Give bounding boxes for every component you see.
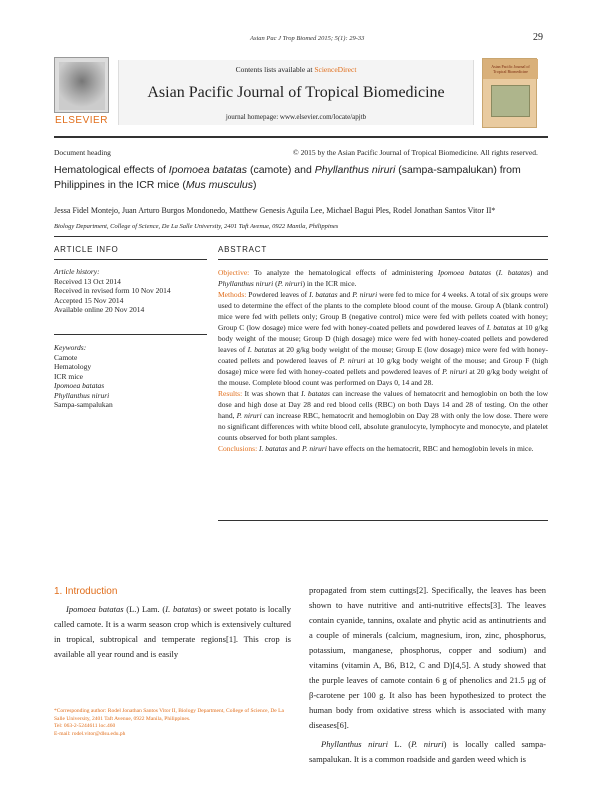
history-item: Received 13 Oct 2014: [54, 276, 121, 286]
affil-rule: [54, 236, 548, 237]
history-item: Available online 20 Nov 2014: [54, 305, 145, 314]
keyword: Ipomoea batatas: [54, 381, 105, 390]
intro-paragraph: propagated from stem cuttings[2]. Specifically, the leaves has been shown to have nutritive and anti-nutritive effects[3]. The leaves contain cyanide, tannins, oxalate and phytic acid as antinutrients and a couple of minerals (calcium, magnesium, iron, zinc, phosphorus, potassium, manganese, phosphorus, copper and sodium) and vitamins (vitamin A, B6, B12, C and D)[4,5]. A study showed that the purple leaves of camote contain 6 g of phenolics and 21.5 μg of β-carotene per 100 g. It also has been hypothesized to protect the human body from oxidative stress which is associated with many diseases[6].: [309, 585, 546, 730]
intro-column-right: [309, 583, 546, 767]
page-number: 29: [533, 32, 543, 43]
abstract-rule: [218, 259, 548, 260]
introduction-heading: 1. Introduction: [54, 586, 118, 597]
top-rule: [54, 136, 548, 138]
elsevier-logo: [54, 57, 109, 129]
abstract-body: [218, 267, 548, 454]
intro-paragraph: Ipomoea batatas (L.) Lam. (I. batatas) or sweet potato is locally called camote. It is a warm season crop which is extensively cultured in tropical, subtropical and temperate regions[1]. This crop is available all year round and is easily: [54, 604, 291, 659]
keyword: Phyllanthus niruri: [54, 390, 110, 400]
abstract-heading: ABSTRACT: [218, 245, 268, 254]
journal-title: Asian Pacific Journal of Tropical Biomedicine: [147, 84, 445, 101]
keyword: Camote: [54, 352, 78, 362]
copyright: © 2015 by the Asian Pacific Journal of Tropical Biomedicine. All rights reserved.: [293, 148, 538, 157]
article-title: Hematological effects of Ipomoea batatas (camote) and Phyllanthus niruri (sampa-sampalukan) from Philippines in the ICR mice (Mus musculus): [54, 164, 521, 191]
abstract-methods: Methods: Powdered leaves of I. batatas and P. niruri were fed to mice for 4 weeks. A total of six groups were used to determine the effect of the plants to the complete blood count of the mouse. Group A (blank control) mice were fed with pellets only; Group B (negative control) mice were fed with pellets coated with honey; Group C (low dosage) mice were fed with honey-coated pellets and powdered leaves of I. batatas at 10 g/kg body weight of the mouse; Group D (high dosage) mice were fed with honey-coated pellets and powdered leaves of I. batatas at 20 g/kg body weight of the mouse; Group E (low dosage) mice were fed with honey-coated pellets and powdered leaves of P. niruri at 10 g/kg body weight of the mouse; and Group F (high dosage) mice were fed with honey-coated pellets and powdered leaves of P. niruri at 20 g/kg body weight of the mouse. Complete blood count was performed on Days 0, 14 and 28.: [218, 290, 548, 387]
abstract-results: Results: It was shown that I. batatas can increase the values of hematocrit and hemoglobin on both the low dose and high dose at Day 28 and red blood cells (RBC) on both Days 14 and 28 of testing. On the other hand, P. niruri can increase RBC, hematocrit and hemoglobin on Day 28 with only the low dose. There were no significant differences with white blood cell, absolute granulocyte, lymphocyte and monocyte, and platelet counts observed for both plant samples.: [218, 389, 548, 442]
history-item: Accepted 15 Nov 2014: [54, 295, 124, 305]
cover-title: Asian Pacific Journal of Tropical Biomedicine: [491, 64, 530, 74]
keywords: Keywords: Camote Hematology ICR mice Ipomoea batatas Phyllanthus niruri Sampa-sampalukan: [54, 343, 207, 410]
article-history: Article history: Received 13 Oct 2014 Received in revised form 10 Nov 2014 Accepted 15 Nov 2014 Available online 20 Nov 2014: [54, 267, 207, 315]
keyword: Hematology: [54, 362, 92, 371]
authors: Jessa Fidel Montejo, Juan Arturo Burgos Mondonedo, Matthew Genesis Aguila Lee, Michael Bagui Ples, Rodel Jonathan Santos Vitor II*: [54, 206, 496, 215]
contents-line: Contents lists available at ScienceDirect: [235, 65, 357, 74]
keyword: ICR mice: [54, 371, 83, 381]
affiliation: Biology Department, College of Science, De La Salle University, 2401 Taft Avenue, 0922 Manila, Philippines: [54, 223, 339, 230]
history-item: Received in revised form 10 Nov 2014: [54, 286, 171, 295]
journal-homepage[interactable]: journal homepage: www.elsevier.com/locate/apjtb: [225, 113, 367, 121]
cover-image: [491, 85, 530, 117]
abstract-objective: Objective: To analyze the hematological effects of administering Ipomoea batatas (I. batatas) and Phyllanthus niruri (P. niruri) in the ICR mice.: [218, 268, 549, 288]
intro-paragraph: Phyllanthus niruri L. (P. niruri) is locally called sampa-sampalukan. It is a common roadside and garden weed which is: [309, 739, 547, 764]
abstract-conclusions: Conclusions: I. batatas and P. niruri have effects on the hematocrit, RBC and hemoglobin levels in mice.: [218, 444, 534, 453]
history-rule: [54, 334, 207, 335]
email-link[interactable]: E-mail: rodel.vitor@dlsu.edu.ph: [54, 730, 126, 737]
abstract-bottom-rule: [218, 520, 548, 521]
article-info-heading: ARTICLE INFO: [54, 245, 119, 254]
document-heading: Document heading: [54, 148, 111, 157]
intro-column-left: [54, 602, 291, 662]
sciencedirect-link[interactable]: ScienceDirect: [314, 65, 357, 74]
publisher-label: ELSEVIER: [55, 115, 108, 126]
journal-cover: [482, 58, 537, 128]
keyword: Sampa-sampalukan: [54, 400, 113, 409]
tree-emblem-icon: [59, 62, 105, 110]
footnote: *Corresponding author: Rodel Jonathan Santos Vitor II, Biology Department, College of Science, De La Salle University, 2401 Taft Avenue, 0922 Manila, Philippines. Tel: 063-2-5244611 loc.460 E-mail: rodel.vitor@dlsu.edu.ph: [54, 708, 291, 738]
article-info-rule: [54, 259, 207, 260]
running-header: Asian Pac J Trop Biomed 2015; 5(1): 29-33: [250, 35, 365, 42]
